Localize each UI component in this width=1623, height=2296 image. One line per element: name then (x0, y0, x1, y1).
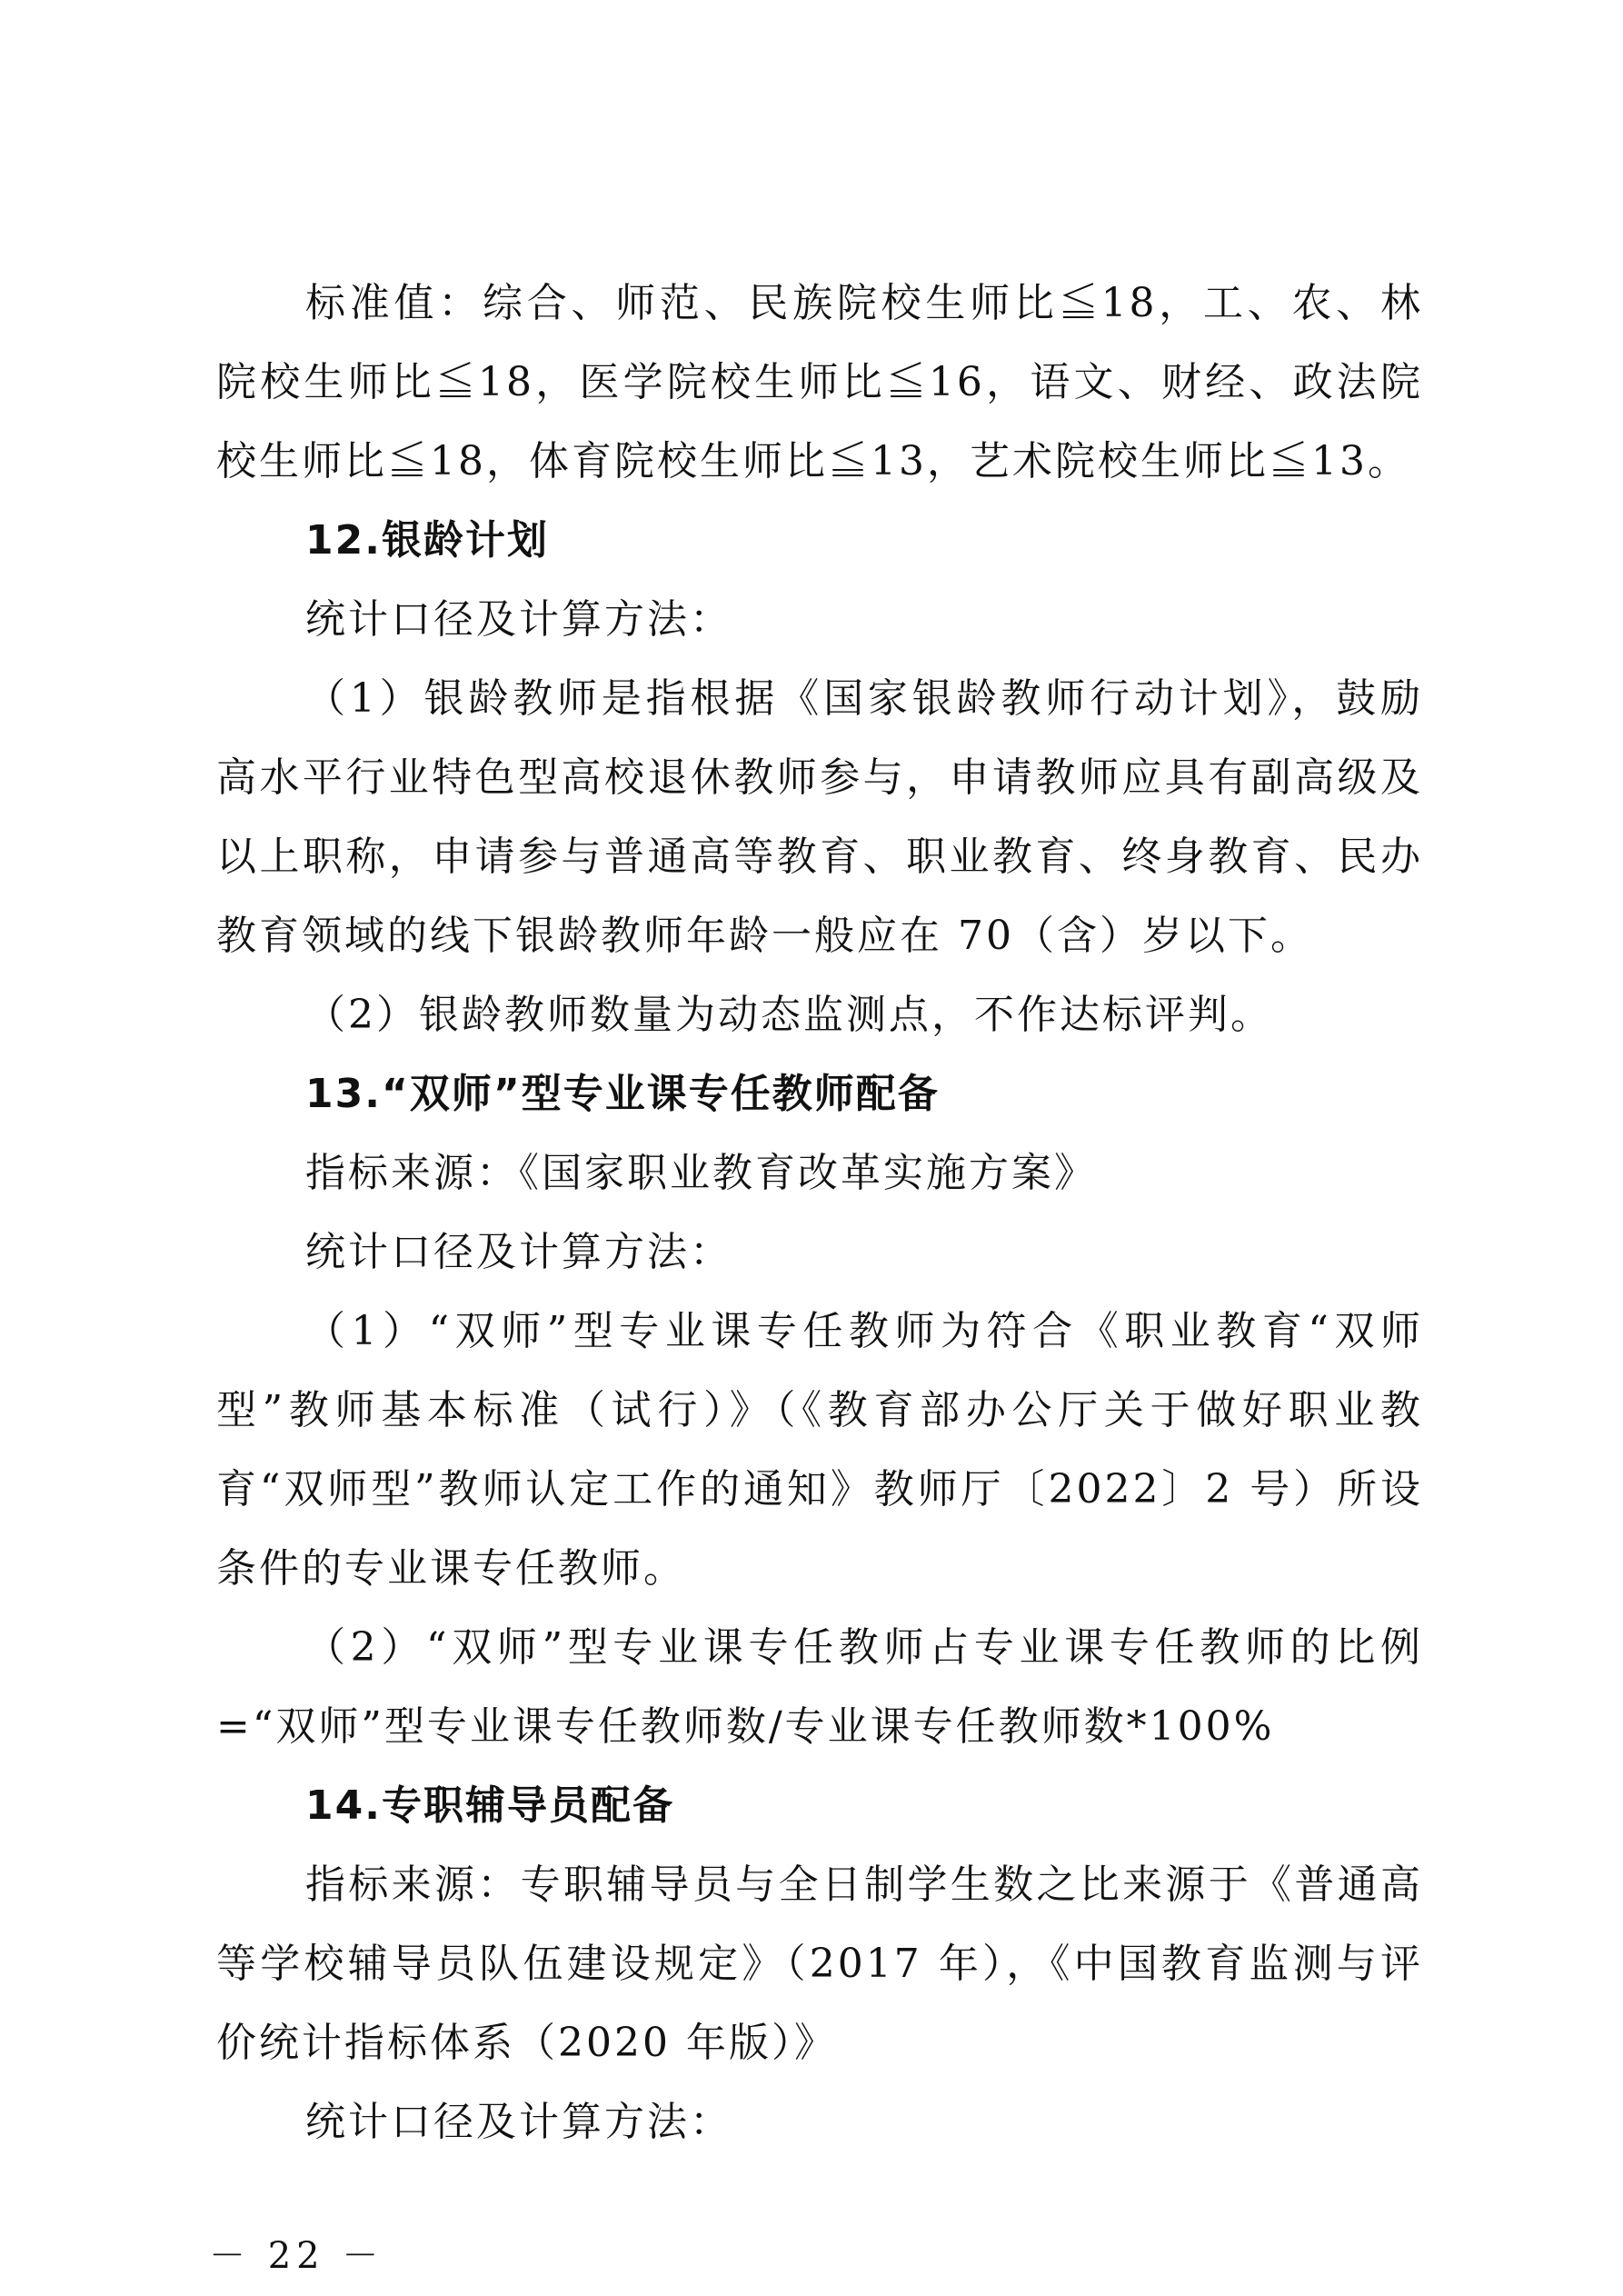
page-content (216, 264, 1423, 2161)
page-number: － 22 － (209, 2235, 384, 2277)
method-label-14: 统计口径及计算方法： (305, 2099, 732, 2145)
dual-teacher-item-1: （1）“双师”型专业课专任教师为符合《职业教育“双师型”教师基本标准（试行）》（《教育部办公厅关于做好职业教育“双师型”教师认定工作的通知》教师厅〔2022〕2 号）所设条件的专业课专任教师。 (216, 1308, 1423, 1592)
section-heading-12: 12.银龄计划 (305, 517, 549, 564)
indicator-source-14: 指标来源：专职辅导员与全日制学生数之比来源于《普通高等学校辅导员队伍建设规定》（2017 年），《中国教育监测与评价统计指标体系（2020 年版）》 (216, 1862, 1423, 2066)
silver-age-item-1: （1）银龄教师是指根据《国家银龄教师行动计划》，鼓励高水平行业特色型高校退休教师参与，申请教师应具有副高级及以上职称，申请参与普通高等教育、职业教育、终身教育、民办教育领域的线下银龄教师年龄一般应在 70（含）岁以下。 (216, 675, 1423, 959)
dual-teacher-item-2: （2）“双师”型专业课专任教师占专业课专任教师的比例=“双师”型专业课专任教师数/专业课专任教师数*100% (216, 1624, 1423, 1750)
silver-age-item-2: （2）银龄教师数量为动态监测点，不作达标评判。 (305, 992, 1273, 1038)
standard-value-paragraph: 标准值：综合、师范、民族院校生师比≦18，工、农、林院校生师比≦18，医学院校生师比≦16，语文、财经、政法院校生师比≦18，体育院校生师比≦13，艺术院校生师比≦13。 (216, 280, 1423, 484)
method-label-13: 统计口径及计算方法： (305, 1229, 732, 1275)
section-heading-14: 14.专职辅导员配备 (305, 1782, 674, 1829)
indicator-source-13: 指标来源：《国家职业教育改革实施方案》 (305, 1150, 1097, 1196)
section-heading-13: 13.“双师”型专业课专任教师配备 (305, 1071, 940, 1117)
method-label-12: 统计口径及计算方法： (305, 596, 732, 643)
